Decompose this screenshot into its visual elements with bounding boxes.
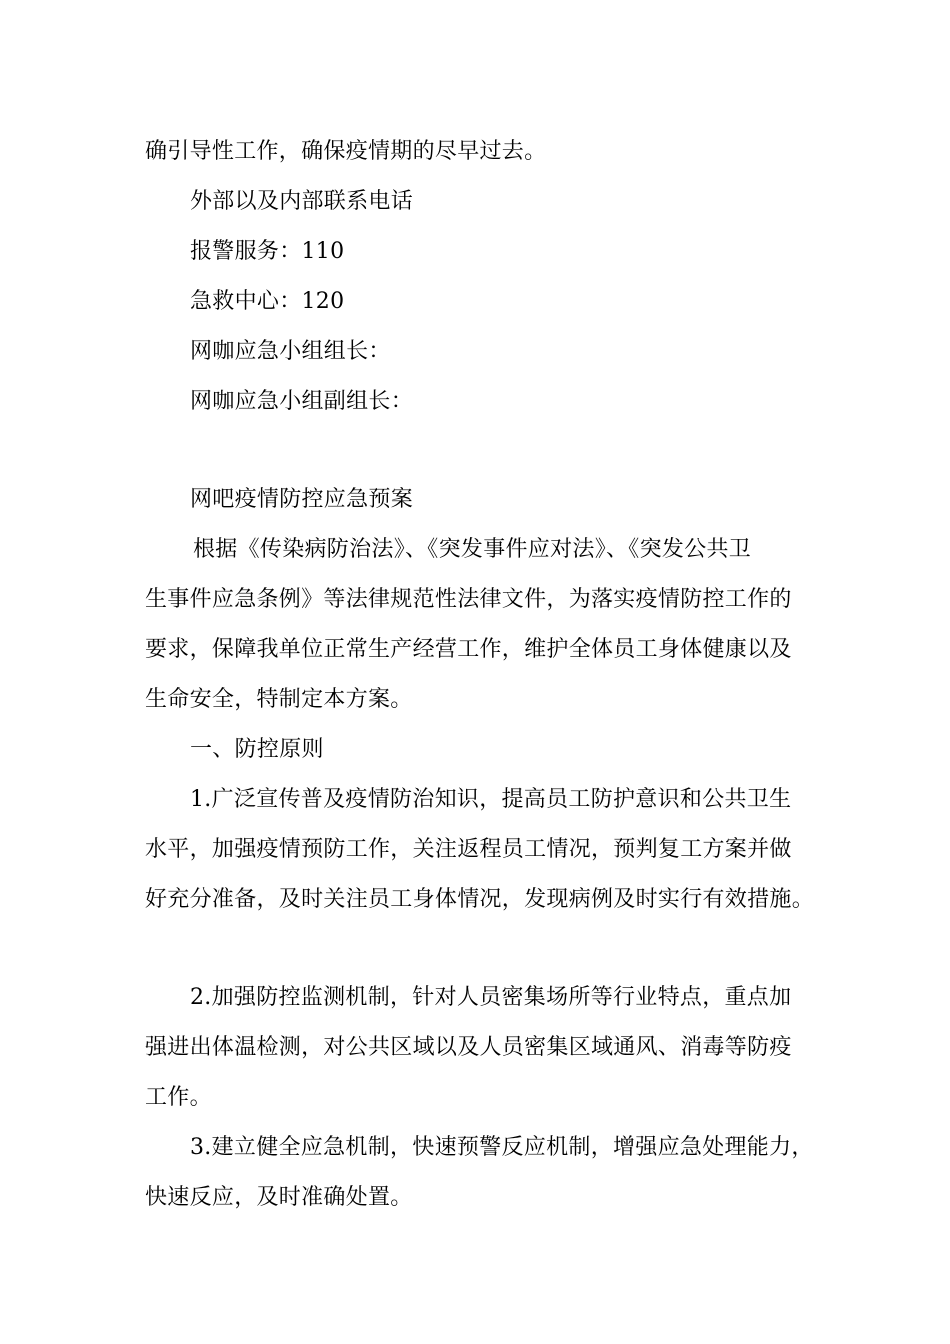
paragraph-line: 1.广泛宣传普及疫情防治知识，提高员工防护意识和公共卫生 (190, 787, 792, 812)
paragraph-line: 3.建立健全应急机制，快速预警反应机制，增强应急处理能力， (190, 1135, 814, 1160)
emergency-phone: 急救中心：120 (190, 289, 345, 314)
paragraph-line: 生事件应急条例》等法律规范性法律文件，为落实疫情防控工作的 (145, 587, 792, 612)
paragraph-line: 水平，加强疫情预防工作，关注返程员工情况，预判复工方案并做 (145, 837, 792, 862)
section-title: 网吧疫情防控应急预案 (190, 487, 414, 512)
paragraph-line: 根据《传染病防治法》、《突发事件应对法》、《突发公共卫 (193, 537, 752, 562)
team-deputy-leader: 网咖应急小组副组长： (190, 389, 414, 414)
paragraph-line: 强进出体温检测，对公共区域以及人员密集区域通风、消毒等防疫 (145, 1035, 792, 1060)
principles-heading: 一、防控原则 (190, 737, 324, 762)
police-phone: 报警服务：110 (190, 239, 345, 264)
contact-heading: 外部以及内部联系电话 (190, 189, 414, 214)
paragraph-line: 要求，保障我单位正常生产经营工作，维护全体员工身体健康以及 (145, 637, 792, 662)
paragraph-line: 快速反应，及时准确处置。 (145, 1185, 413, 1210)
paragraph-line: 好充分准备，及时关注员工身体情况，发现病例及时实行有效措施。 (145, 887, 815, 912)
paragraph-line: 生命安全，特制定本方案。 (145, 687, 413, 712)
paragraph-line: 工作。 (145, 1085, 212, 1110)
paragraph-line: 2.加强防控监测机制，针对人员密集场所等行业特点，重点加 (190, 985, 792, 1010)
text-line: 确引导性工作，确保疫情期的尽早过去。 (145, 139, 547, 164)
team-leader: 网咖应急小组组长： (190, 339, 391, 364)
